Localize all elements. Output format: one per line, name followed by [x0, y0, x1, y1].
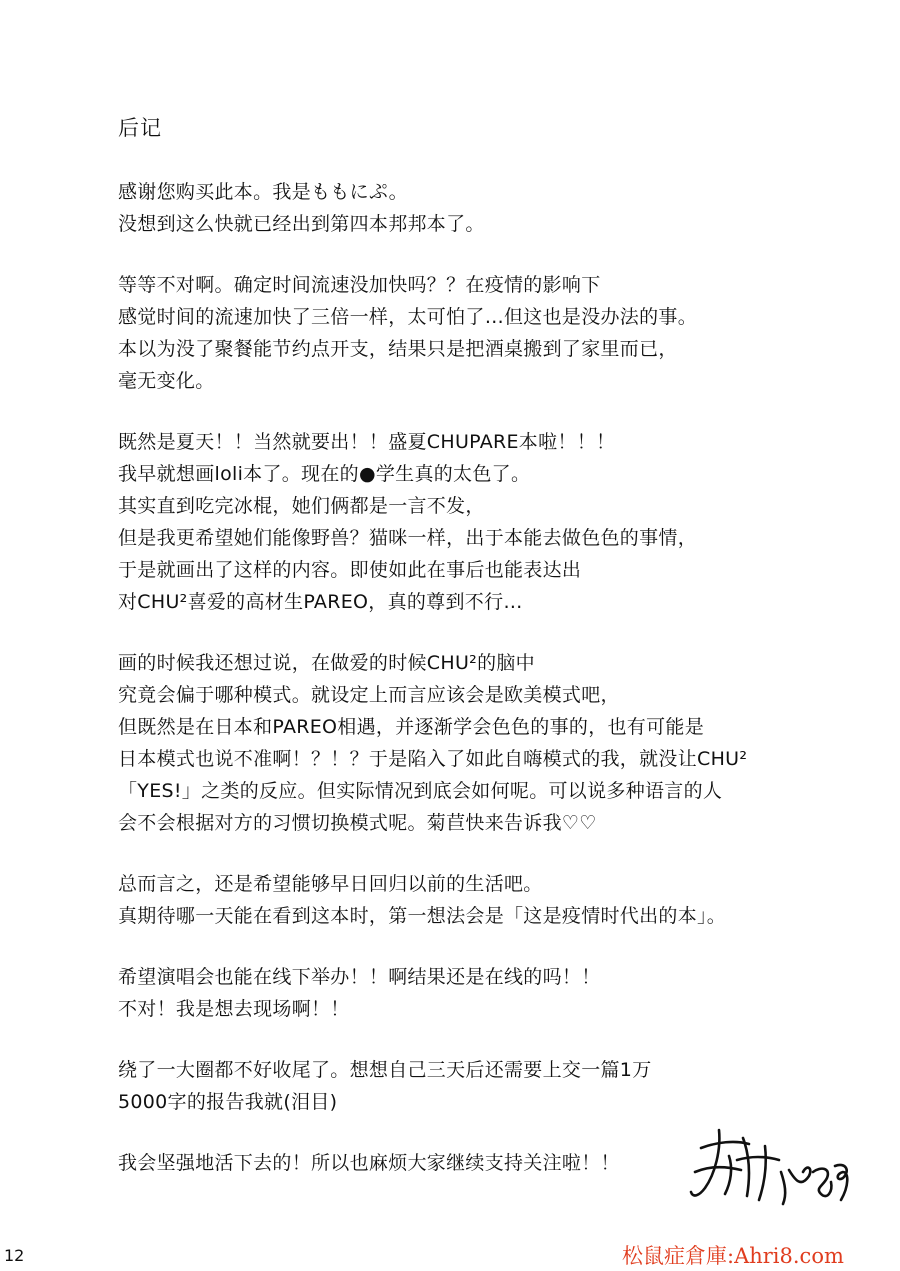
text-line: 感谢您购买此本。我是ももにぷ。: [118, 181, 408, 203]
paragraph: [118, 1054, 818, 1118]
text-line: 不对！我是想去现场啊！！: [118, 998, 350, 1020]
text-line: 既然是夏天！！当然就要出！！盛夏CHUPARE本啦！！！: [118, 431, 616, 453]
watermark: 松鼠症倉庫:Ahri8.com: [622, 1244, 844, 1268]
text-line: 「YES!」之类的反应。但实际情况到底会如何呢。可以说多种语言的人: [118, 780, 723, 802]
text-line: 希望演唱会也能在线下举办！！啊结果还是在线的吗！！: [118, 966, 601, 988]
text-line: 我早就想画loli本了。现在的●学生真的太色了。: [118, 463, 531, 485]
paragraph: [118, 647, 818, 839]
afterword-body: [118, 176, 818, 1208]
paragraph: [118, 426, 818, 618]
text-line: 没想到这么快就已经出到第四本邦邦本了。: [118, 213, 485, 235]
page-number: 12: [4, 1246, 25, 1265]
paragraph: [118, 269, 818, 397]
text-line: 总而言之，还是希望能够早日回归以前的生活吧。: [118, 873, 543, 895]
handwritten-signature: [685, 1120, 855, 1220]
text-line: 会不会根据对方的习惯切换模式呢。菊苣快来告诉我♡♡: [118, 812, 597, 834]
text-line: 日本模式也说不准啊！？！？于是陷入了如此自嗨模式的我，就没让CHU²: [118, 748, 748, 770]
text-line: 毫无变化。: [118, 370, 215, 392]
text-line: 绕了一大圈都不好收尾了。想想自己三天后还需要上交一篇1万: [118, 1059, 652, 1081]
text-line: 真期待哪一天能在看到这本时，第一想法会是「这是疫情时代出的本」。: [118, 905, 727, 927]
text-line: 感觉时间的流速加快了三倍一样，太可怕了…但这也是没办法的事。: [118, 306, 698, 328]
paragraph: [118, 868, 818, 932]
page-title: 后记: [118, 116, 162, 140]
text-line: 5000字的报告我就(泪目): [118, 1091, 338, 1113]
text-line: 但既然是在日本和PAREO相遇，并逐渐学会色色的事的，也有可能是: [118, 716, 705, 738]
text-line: 但是我更希望她们能像野兽？猫咪一样，出于本能去做色色的事情，: [118, 527, 698, 549]
text-line: 我会坚强地活下去的！所以也麻烦大家继续支持关注啦！！: [118, 1152, 620, 1174]
paragraph: [118, 961, 818, 1025]
text-line: 究竟会偏于哪种模式。就设定上而言应该会是欧美模式吧，: [118, 684, 620, 706]
text-line: 本以为没了聚餐能节约点开支，结果只是把酒桌搬到了家里而已，: [118, 338, 678, 360]
text-line: 画的时候我还想过说，在做爱的时候CHU²的脑中: [118, 652, 535, 674]
paragraph: [118, 176, 818, 240]
text-line: 于是就画出了这样的内容。即使如此在事后也能表达出: [118, 559, 582, 581]
text-line: 对CHU²喜爱的高材生PAREO，真的尊到不行…: [118, 591, 523, 613]
text-line: 等等不对啊。确定时间流速没加快吗？？在疫情的影响下: [118, 274, 601, 296]
text-line: 其实直到吃完冰棍，她们俩都是一言不发，: [118, 495, 485, 517]
